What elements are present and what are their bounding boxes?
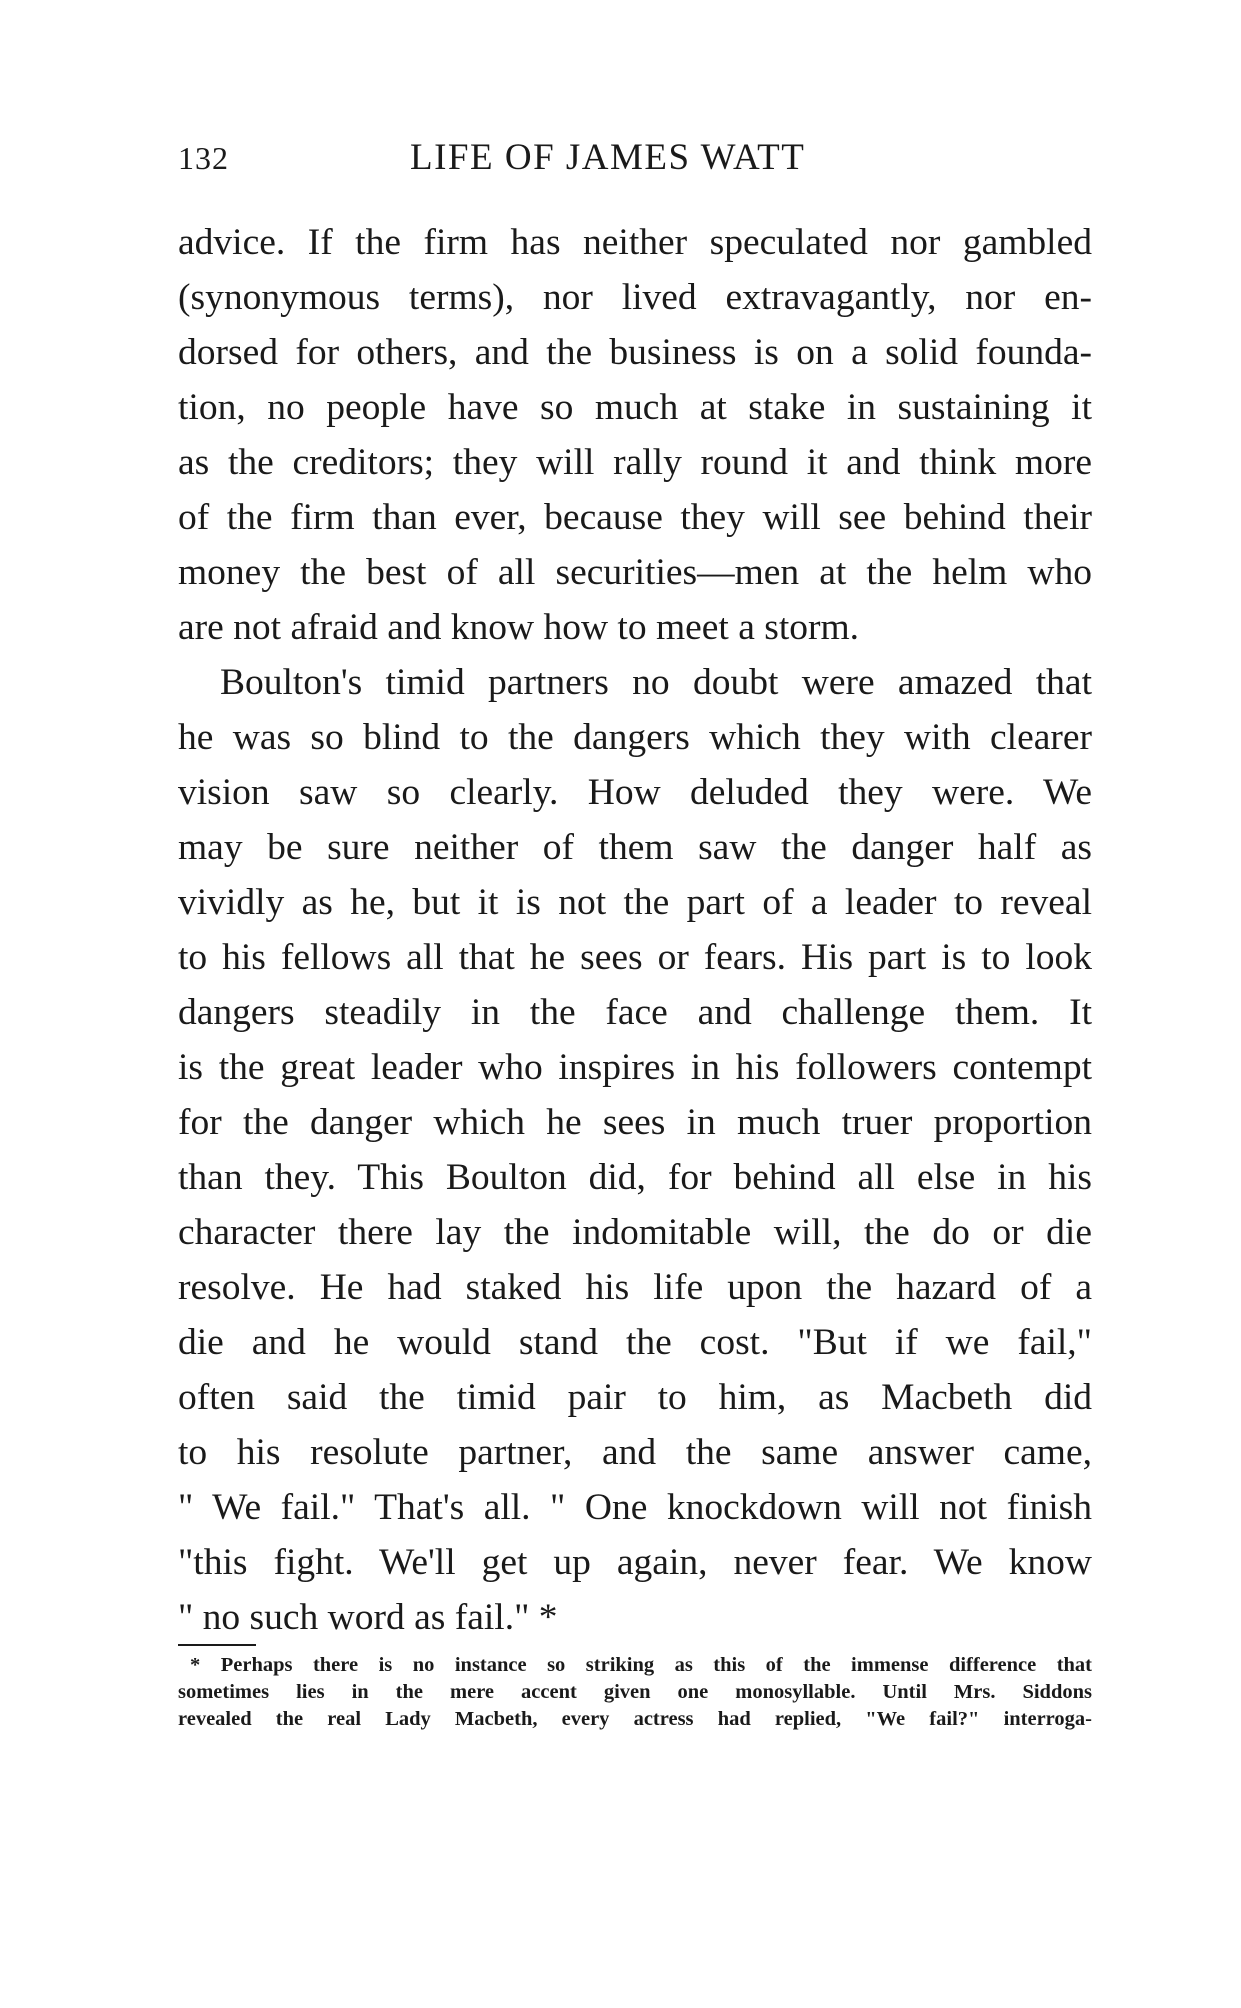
body-line: vision saw so clearly. How deluded they were. We (178, 772, 1092, 813)
body-line: as the creditors; they will rally round it and think more (178, 442, 1092, 483)
body-line: dorsed for others, and the business is on a solid founda- (178, 332, 1092, 373)
body-line: advice. If the firm has neither speculated nor gambled (178, 222, 1092, 263)
body-text (178, 215, 1092, 1645)
body-line: to his fellows all that he sees or fears. His part is to look (178, 937, 1092, 978)
body-line: of the firm than ever, because they will see behind their (178, 497, 1092, 538)
body-line: than they. This Boulton did, for behind all else in his (178, 1157, 1092, 1198)
footnote-line: sometimes lies in the mere accent given one monosyllable. Until Mrs. Siddons (178, 1681, 1092, 1703)
body-line: (synonymous terms), nor lived extravagantly, nor en- (178, 277, 1092, 318)
footnote-rule (178, 1644, 256, 1646)
body-line: is the great leader who inspires in his followers contempt (178, 1047, 1092, 1088)
footnote-line: * Perhaps there is no instance so striking as this of the immense difference that (190, 1654, 1092, 1676)
body-line: "this fight. We'll get up again, never fear. We know (178, 1542, 1092, 1583)
body-line: may be sure neither of them saw the danger half as (178, 827, 1092, 868)
body-line: dangers steadily in the face and challenge them. It (178, 992, 1092, 1033)
body-line: resolve. He had staked his life upon the hazard of a (178, 1267, 1092, 1308)
body-line: are not afraid and know how to meet a storm. (178, 607, 860, 648)
body-line: die and he would stand the cost. "But if we fail," (178, 1322, 1092, 1363)
body-line: " We fail." That's all. " One knockdown will not finish (178, 1487, 1092, 1528)
body-line: for the danger which he sees in much truer proportion (178, 1102, 1092, 1143)
body-line: Boulton's timid partners no doubt were amazed that (220, 662, 1092, 703)
page-number: 132 (178, 140, 229, 176)
body-line: tion, no people have so much at stake in sustaining it (178, 387, 1092, 428)
body-line: often said the timid pair to him, as Macbeth did (178, 1377, 1092, 1418)
footnote-line: revealed the real Lady Macbeth, every actress had replied, "We fail?" interroga- (178, 1708, 1092, 1730)
body-line: to his resolute partner, and the same answer came, (178, 1432, 1092, 1473)
body-line: character there lay the indomitable will, the do or die (178, 1212, 1092, 1253)
footnote (178, 1652, 1092, 1733)
body-line: vividly as he, but it is not the part of a leader to reveal (178, 882, 1092, 923)
body-line: money the best of all securities—men at the helm who (178, 552, 1092, 593)
body-line: he was so blind to the dangers which they with clearer (178, 717, 1092, 758)
running-title: LIFE OF JAMES WATT (410, 137, 806, 178)
body-line: " no such word as fail." * (178, 1597, 558, 1638)
